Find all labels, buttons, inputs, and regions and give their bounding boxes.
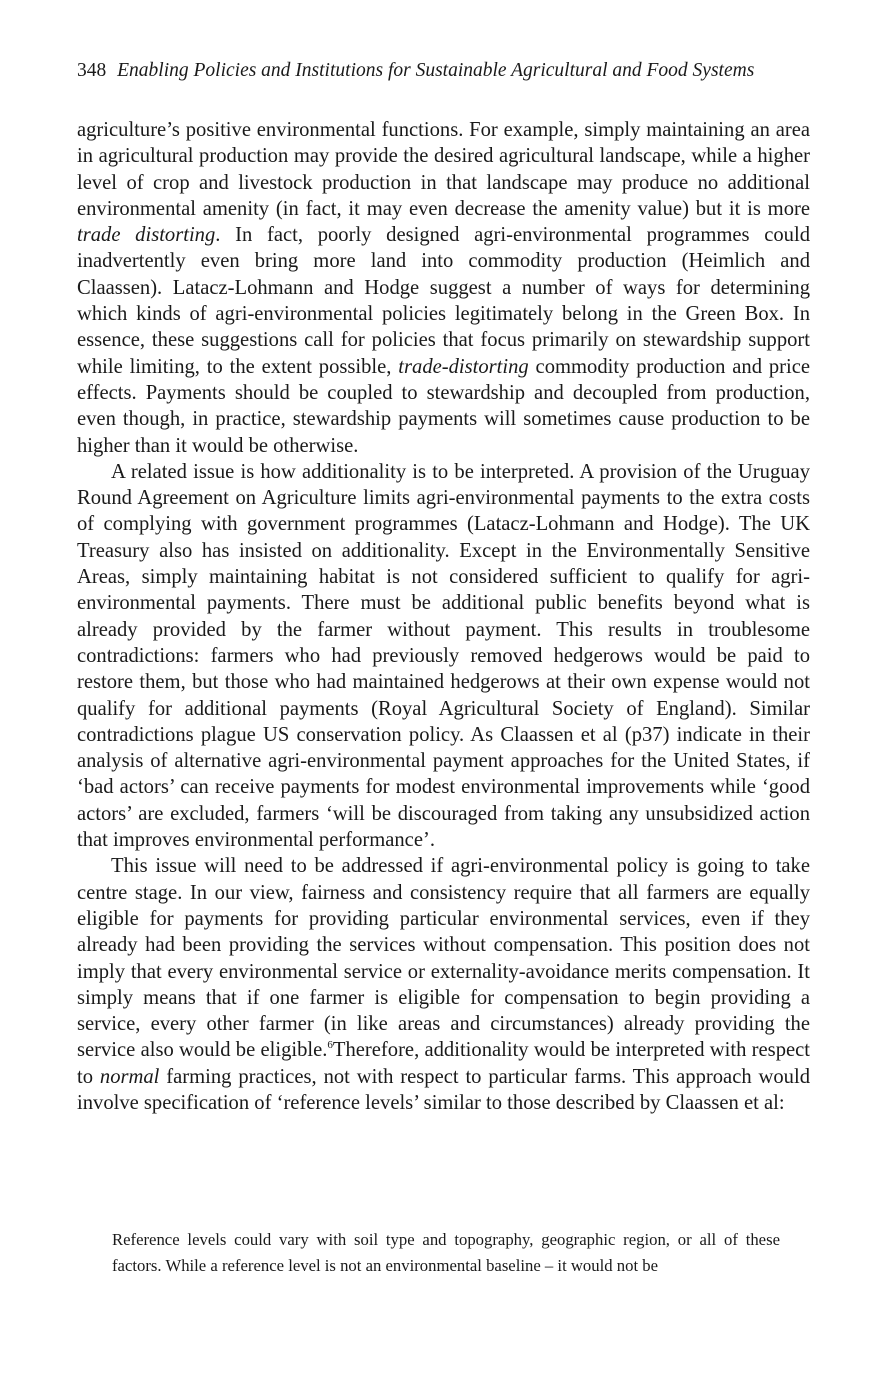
block-quote-text: Reference levels could vary with soil type and topography, geographic region, or all of these factors. While a reference level is not an environmental baseline – it would not be: [112, 1230, 780, 1275]
text-run: A related issue is how additionality is to be interpreted. A provision of the Uruguay Round Agreement on Agriculture limits agri-environmental payments to the extra costs of complying with government programmes (Latacz-Lohmann and Hodge). The UK Treasury also has insisted on additionality. Except in the Environmentally Sensitive Areas, simply maintaining habitat is not considered sufficient to qualify for agri-environmental payments. There must be additional public benefits beyond what is already provided by the farmer without payment. This results in troublesome contradictions: farmers who had previously removed hedgerows would be paid to restore them, but those who had maintained hedgerows at their own expense would not qualify for additional payments (Royal Agricultural Society of England). Similar contradictions plague US conservation policy. As Claassen et al (p37) indicate in their analysis of alternative agri-environmental payment approaches for the United States, if ‘bad actors’ can receive payments for modest environmental improvements while ‘good actors’ are excluded, farmers ‘will be discouraged from taking any unsubsidized action that improves environmental performance’.: [77, 460, 810, 852]
text-run: . In fact, poorly designed agri-environmental programmes could inadvertently even bring more land into commodity production (Heimlich and Claassen). Latacz-Lohmann and Hodge suggest a number of ways for determining which kinds of agri-environmental policies legitimately belong in the Green Box. In essence, these suggestions call for policies that focus primarily on stewardship support while limiting, to the extent possible,: [77, 224, 810, 378]
text-run: commodity production and price effects. Payments should be coupled to stewardship and decoupled from production, even though, in practice, stewardship payments will sometimes cause production to be higher than it would be otherwise.: [77, 355, 810, 457]
text-run: farming practices, not with respect to particular farms. This approach would involve specification of ‘reference levels’ similar to those described by Claassen et al:: [77, 1065, 810, 1114]
running-header: [77, 58, 817, 84]
text-run: Therefore, additionality would be interpreted with respect to: [77, 1039, 810, 1088]
text-run: This issue will need to be addressed if agri-environmental policy is going to take centre stage. In our view, fairness and consistency require that all farmers are equally eligible for payments for providing particular environmental services, even if they already had been providing the services without compensation. This position does not imply that every environmental service or externality-avoidance merits compensation. It simply means that if one farmer is eligible for compensation to begin providing a service, every other farmer (in like areas and circumstances) already providing the service also would be eligible.: [77, 855, 810, 1062]
italic-phrase: trade-distorting: [398, 355, 529, 378]
paragraph-1: [77, 117, 810, 459]
body-text: [77, 117, 810, 1116]
italic-phrase: trade distorting: [77, 224, 216, 247]
paragraph-2: [77, 459, 810, 853]
paragraph-3: [77, 853, 810, 1116]
footnote-marker: 6: [327, 1039, 333, 1052]
running-title: Enabling Policies and Institutions for Sustainable Agricultural and Food Systems: [117, 60, 755, 81]
block-quote: [112, 1227, 780, 1279]
italic-phrase: normal: [99, 1065, 160, 1088]
page-number: 348: [77, 60, 107, 81]
text-run: agriculture’s positive environmental functions. For example, simply maintaining an area in agricultural production may provide the desired agricultural landscape, while a higher level of crop and livestock production in that landscape may produce no additional environmental amenity (in fact, it may even decrease the amenity value) but it is more: [77, 119, 810, 220]
